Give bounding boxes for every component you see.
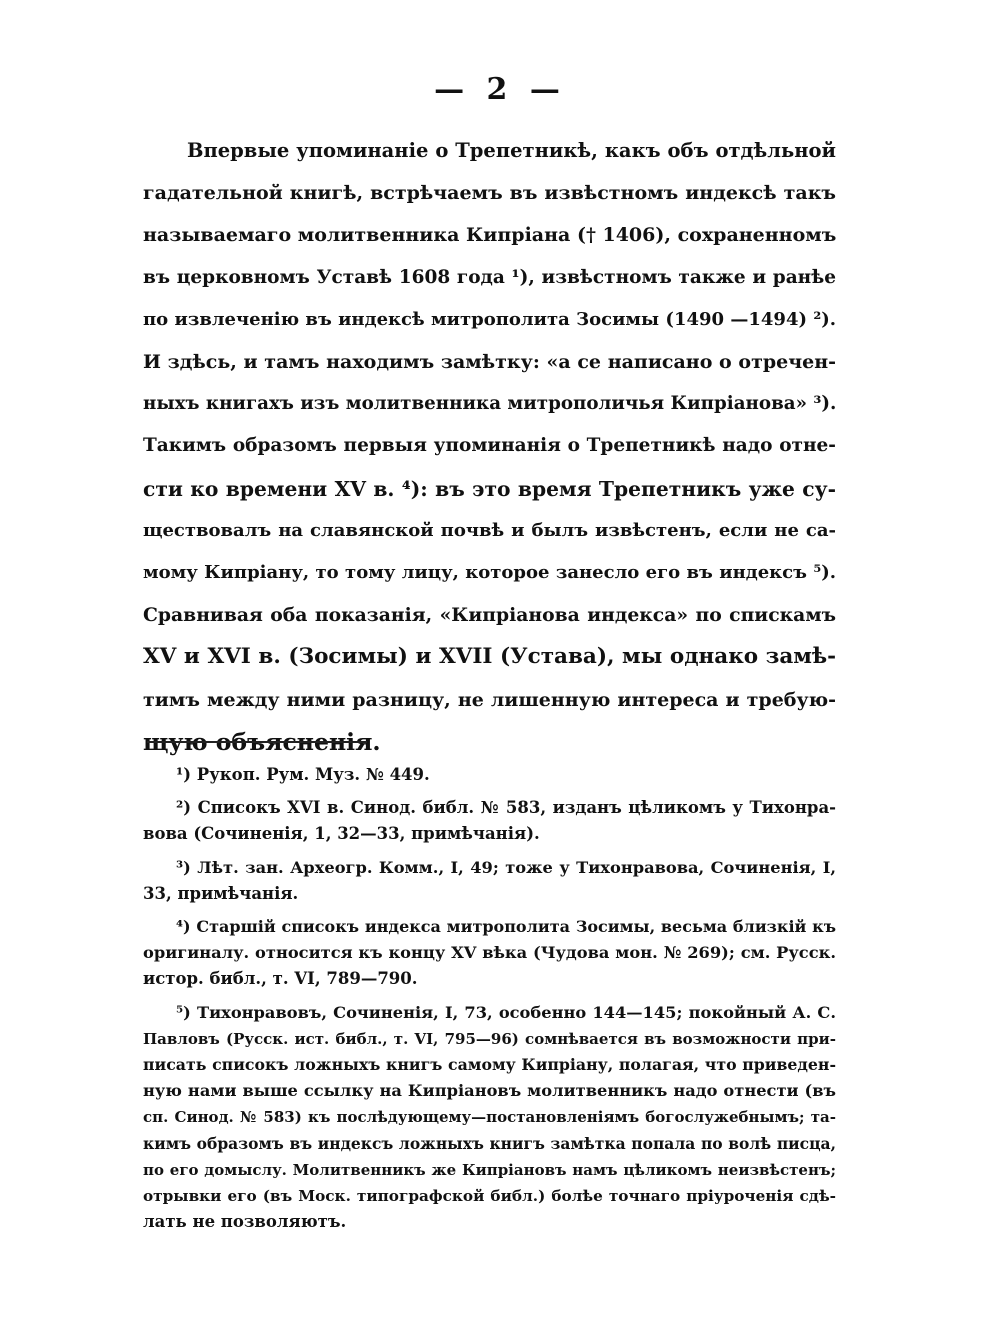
footnote-line: сп. Синод. № 583) къ послѣдующему—постановленіямъ богослужебнымъ; та- <box>143 1108 836 1127</box>
paragraph-line: въ церковномъ Уставѣ 1608 года ¹), извѣстномъ также и ранѣе <box>143 266 836 288</box>
page-number: — 2 — <box>434 72 566 107</box>
footnote-line: отрывки его (въ Моск. типографской библ.) болѣе точнаго пріуроченія сдѣ- <box>143 1187 836 1206</box>
footnote-2 <box>143 795 836 847</box>
footnote-line: ¹) Рукоп. Рум. Муз. № 449. <box>176 765 430 784</box>
footnote-marker: ⁴) <box>176 917 191 937</box>
paragraph-line: ществовалъ на славянской почвѣ и былъ извѣстенъ, если не са- <box>143 519 836 541</box>
paragraph-line: по извлеченію въ индексѣ митрополита Зосимы (1490 —1494) ²). <box>143 308 836 330</box>
footnote-line: ²) Списокъ XVI в. Синод. библ. № 583, изданъ цѣликомъ у Тихонра- <box>176 798 836 818</box>
footnote-line: ную нами выше ссылку на Кипріановъ молитвенникъ надо отнести (въ <box>143 1081 836 1101</box>
paragraph-line: Впервые упоминаніе о Трепетникѣ, какъ объ отдѣльной <box>187 139 836 162</box>
paragraph-line: ныхъ книгахъ изъ молитвенника митрополичья Кипріанова» ³). <box>143 393 837 415</box>
footnote-line: по его домыслу. Молитвенникъ же Кипріановъ намъ цѣликомъ неизвѣстенъ; <box>143 1160 836 1179</box>
main-paragraph <box>143 130 836 763</box>
paragraph-line: Такимъ образомъ первыя упоминанія о Трепетникѣ надо отне- <box>143 435 836 457</box>
footnote-marker: ²) <box>176 798 192 818</box>
footnote-line: лать не позволяютъ. <box>143 1212 347 1232</box>
footnotes <box>143 762 836 1242</box>
footnote-separator <box>147 741 367 743</box>
paragraph-line: XV и XVI в. (Зосимы) и XVII (Устава), мы однако замѣ- <box>143 644 836 670</box>
footnote-marker: ⁵) <box>176 1002 191 1022</box>
footnote-line: писать списокъ ложныхъ книгъ самому Кипріану, полагая, что приведен- <box>143 1055 836 1075</box>
footnote-line: ³) Лѣт. зан. Археогр. Комм., I, 49; тоже у Тихонравова, Сочиненія, I, <box>176 857 836 877</box>
paragraph-line: Сравнивая оба показанія, «Кипріанова индекса» по спискамъ <box>143 604 836 627</box>
paragraph-line: щую объясненія. <box>143 727 381 756</box>
footnote-line: Павловъ (Русск. ист. библ., т. VI, 795—96) сомнѣвается въ возможности при- <box>143 1029 836 1048</box>
footnote-1 <box>143 762 836 788</box>
paragraph-line: сти ко времени XV в. ⁴): въ это время Трепетникъ уже су- <box>143 476 836 501</box>
paragraph-line: тимъ между ними разницу, не лишенную интереса и требую- <box>143 688 836 711</box>
footnote-line: кимъ образомъ въ индексъ ложныхъ книгъ замѣтка попала по волѣ писца, <box>143 1133 836 1153</box>
footnote-marker: ¹) <box>176 765 192 784</box>
footnote-3 <box>143 855 836 907</box>
footnote-line: оригиналу. относится къ концу XV вѣка (Чудова мон. № 269); см. Русск. <box>143 943 836 963</box>
paragraph-line: гадательной книгѣ, встрѣчаемъ въ извѣстномъ индексѣ такъ <box>143 182 836 205</box>
footnote-line: 33, примѣчанія. <box>143 883 299 903</box>
footnote-line: истор. библ., т. VI, 789—790. <box>143 969 418 989</box>
footnote-4 <box>143 914 836 993</box>
footnote-line: ⁵) Тихонравовъ, Сочиненія, I, 73, особенно 144—145; покойный А. С. <box>176 1002 836 1022</box>
footnote-5 <box>143 1000 836 1236</box>
footnote-line: ⁴) Старшій списокъ индекса митрополита Зосимы, весьма близкій къ <box>176 917 836 937</box>
footnote-marker: ³) <box>176 857 191 877</box>
footnote-line: вова (Сочиненія, 1, 32—33, примѣчанія). <box>143 824 540 844</box>
paragraph-line: называемаго молитвенника Кипріана († 1406), сохраненномъ <box>143 224 837 247</box>
paragraph-line: И здѣсь, и тамъ находимъ замѣтку: «а се написано о отречен- <box>143 351 836 374</box>
paragraph-line: мому Кипріану, то тому лицу, которое занесло его въ индексъ ⁵). <box>143 562 836 584</box>
